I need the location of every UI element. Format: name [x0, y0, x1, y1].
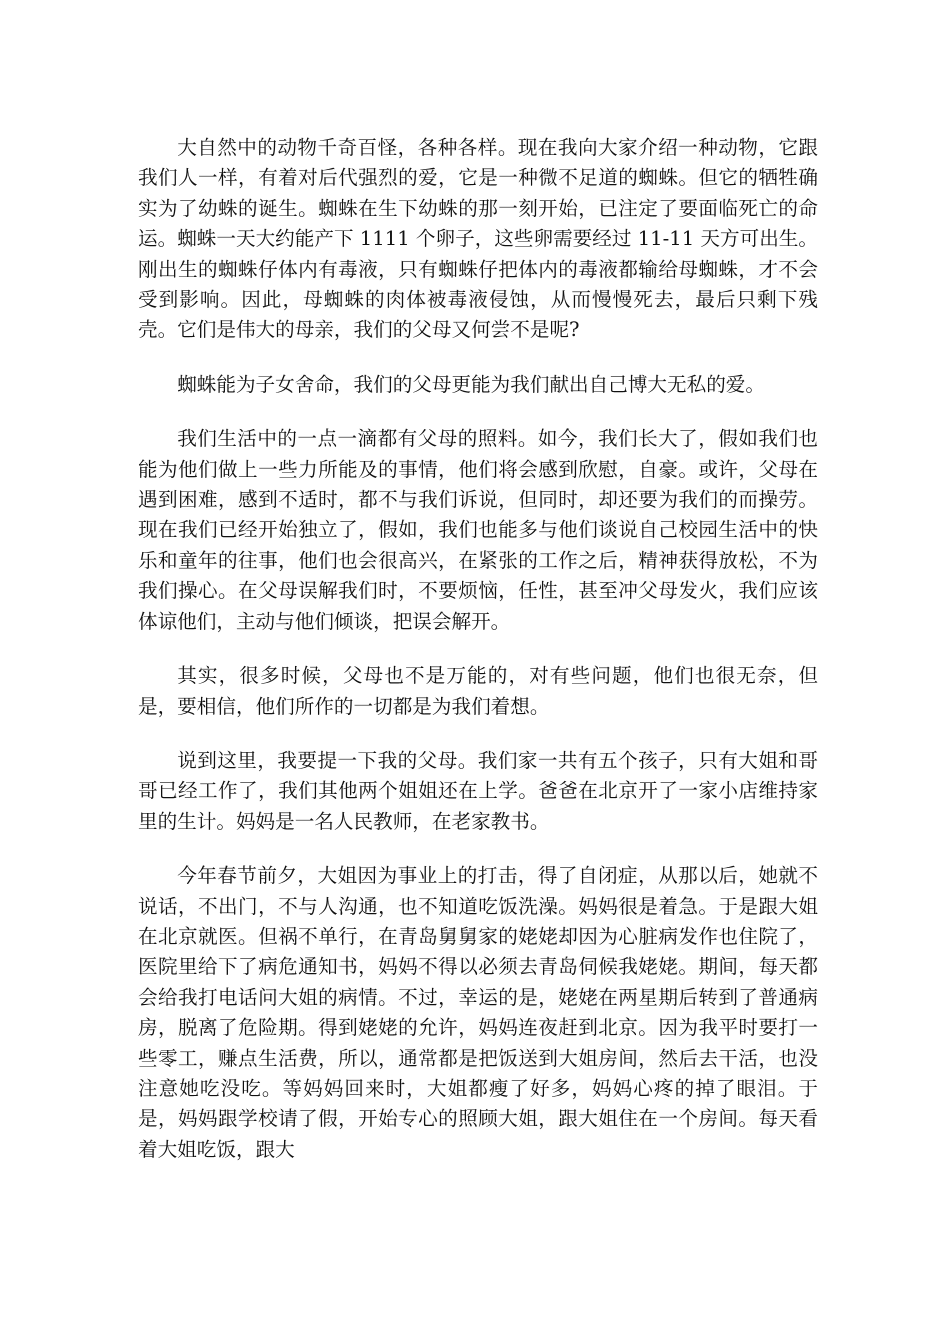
paragraph-spider-sacrifice: 蜘蛛能为子女舍命，我们的父母更能为我们献出自己博大无私的爱。	[177, 372, 765, 396]
paragraph-sister-illness: 今年春节前夕，大姐因为事业上的打击，得了自闭症，从那以后，她就不说话，不出门，不与人沟通，也不知道吃饭洗澡。妈妈很是着急。于是跟大姐在北京就医。但祸不单行，在青岛舅舅家的姥姥却因为心脏病发作也住院了，医院里给下了病危通知书，妈妈不得以必须去青岛伺候我姥姥。期间，每天都会给我打电话问大姐的病情。不过，幸运的是，姥姥在两星期后转到了普通病房，脱离了危险期。得到姥姥的允许，妈妈连夜赶到北京。因为我平时要打一些零工，赚点生活费，所以，通常都是把饭送到大姐房间，然后去干活，也没注意她吃没吃。等妈妈回来时，大姐都瘦了好多，妈妈心疼的掉了眼泪。于是，妈妈跟学校请了假，开始专心的照顾大姐，跟大姐住在一个房间。每天看着大姐吃饭，跟大	[138, 864, 818, 1161]
paragraph-parents-care: 我们生活中的一点一滴都有父母的照料。如今，我们长大了，假如我们也能为他们做上一些力所能及的事情，他们将会感到欣慰，自豪。或许，父母在遇到困难，感到不适时，都不与我们诉说，但同时，却还要为我们的而操劳。现在我们已经开始独立了，假如，我们也能多与他们谈说自己校园生活中的快乐和童年的往事，他们也会很高兴，在紧张的工作之后，精神获得放松，不为我们操心。在父母误解我们时，不要烦恼，任性，甚至冲父母发火，我们应该体谅他们，主动与他们倾谈，把误会解开。	[138, 427, 818, 633]
document-body	[138, 133, 818, 1189]
paragraph-my-family: 说到这里，我要提一下我的父母。我们家一共有五个孩子，只有大姐和哥哥已经工作了，我们其他两个姐姐还在上学。爸爸在北京开了一家小店维持家里的生计。妈妈是一名人民教师，在老家教书。	[138, 748, 818, 833]
paragraph-spider-intro: 大自然中的动物千奇百怪，各种各样。现在我向大家介绍一种动物，它跟我们人一样，有着对后代强烈的爱，它是一种微不足道的蜘蛛。但它的牺牲确实为了幼蛛的诞生。蜘蛛在生下幼蛛的那一刻开始，已注定了要面临死亡的命运。蜘蛛一天大约能产下 1111 个卵子，这些卵需要经过 11-11 天方可出生。刚出生的蜘蛛仔体内有毒液，只有蜘蛛仔把体内的毒液都输给母蜘蛛，才不会受到影响。因此，母蜘蛛的肉体被毒液侵蚀，从而慢慢死去，最后只剩下残壳。它们是伟大的母亲，我们的父母又何尝不是呢?	[138, 136, 818, 342]
paragraph-parents-not-omnipotent: 其实，很多时候，父母也不是万能的，对有些问题，他们也很无奈，但是，要相信，他们所作的一切都是为我们着想。	[138, 664, 818, 718]
